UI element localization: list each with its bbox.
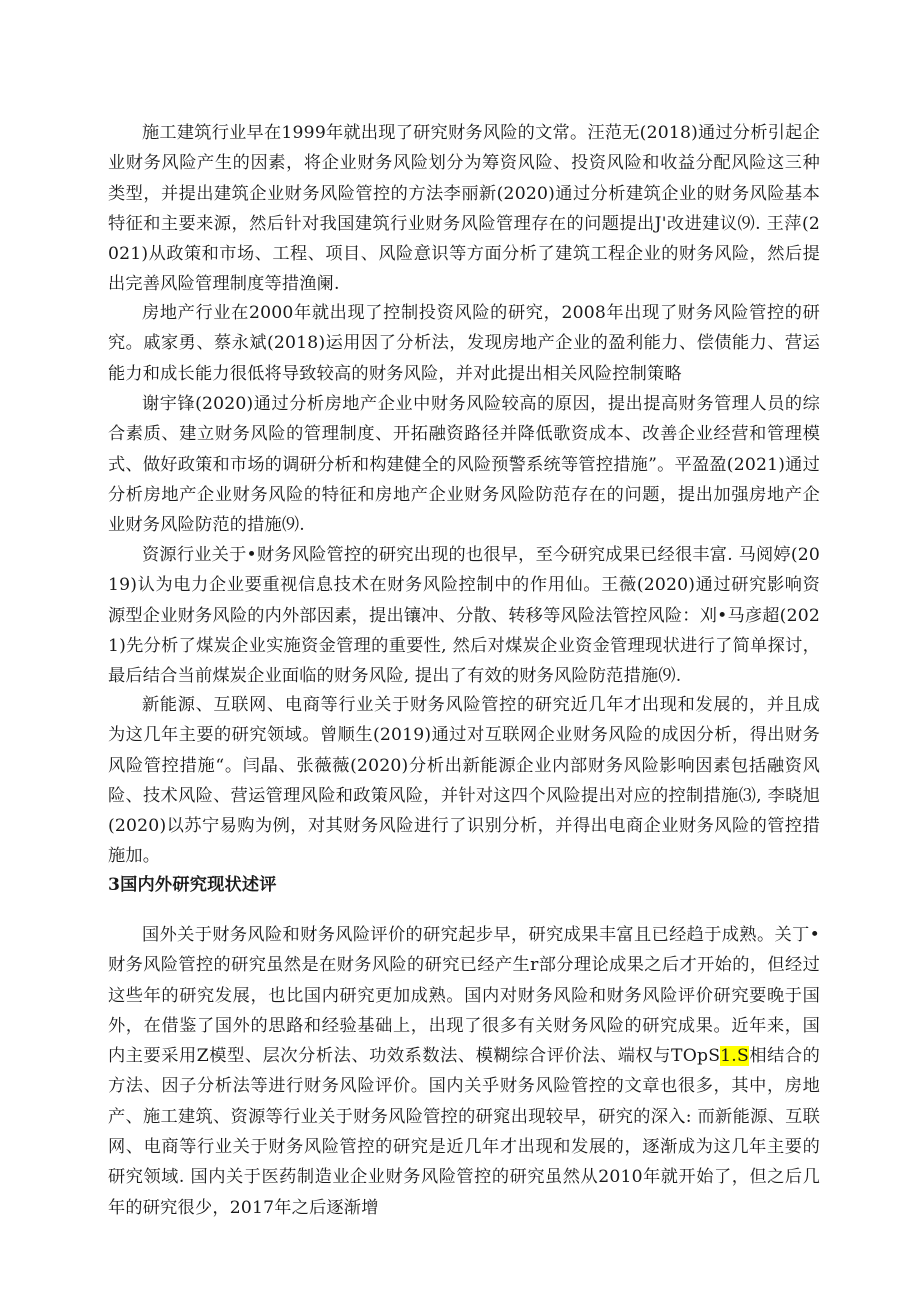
paragraph-real-estate-industry: 房地产行业在2000年就出现了控制投资风险的研究，2008年出现了财务风险管控的研究。戚家勇、蔡永斌(2018)运用因了分析法，发现房地产企业的盈利能力、偿债能力、营运能力和成长能力很低将导致较高的财务风险，并对此提出相关风险控制策略	[108, 303, 820, 384]
paragraph-text-before-highlight: 国外关于财务风险和财务风险评价的研究起步早，研究成果丰富且已经趋于成熟。关丁•财务风险管控的研究虽然是在财务风险的研究已经产生r部分理论成果之后才开始的，但经过这些年的研究发展，也比国内研究更加成熟。国内对财务风险和财务风险评价研究要晚于国外，在借鉴了国外的思路和经验基础上，出现了很多有关财务风险的研究成果。近年来，国内主要采用Z模型、层次分析法、功效系数法、模糊综合评价法、端权与TOpS	[108, 925, 820, 1067]
paragraph-new-energy-internet: 新能源、互联网、电商等行业关于财务风险管控的研究近几年才出现和发展的，并且成为这几年主要的研究领域。曾顺生(2019)通过对互联网企业财务风险的成因分析，得出财务风险管控措施“。闫晶、张薇薇(2020)分析出新能源企业内部财务风险影响因素包括融资风险、技术风险、营运管理风险和政策风险，并针对这四个风险提出对应的控制措施⑶, 李晓旭(2020)以苏宁易购为例，对其财务风险进行了识别分析，并得出电商企业财务风险的管控措施加。	[108, 695, 820, 867]
paragraph-research-review	[108, 920, 820, 1223]
section-heading: 3国内外研究现状述评	[108, 875, 277, 895]
paragraph-resource-industry: 资源行业关于•财务风险管控的研究出现的也很早，至今研究成果已经很丰富. 马阅婷(2019)认为电力企业要重视信息技术在财务风险控制中的作用仙。王薇(2020)通过研究影响资源型企业财务风险的内外部因素，提出镶冲、分散、转移等风险法管控风险：刈•马彦超(2021)先分析了煤炭企业实施资金管理的重要性, 然后对煤炭企业资金管理现状进行了简单探讨，最后结合当前煤炭企业面临的财务风险, 提出了有效的财务风险防范措施⑼.	[108, 545, 820, 687]
paragraph-construction-industry: 施工建筑行业早在1999年就出现了研究财务风险的文常。汪范无(2018)通过分析引起企业财务风险产生的因素，将企业财务风险划分为筹资风险、投资风险和收益分配风险这三种类型，并提出建筑企业财务风险管控的方法李丽新(2020)通过分析建筑企业的财务风险基本特征和主要来源，然后针对我国建筑行业财务风险管理存在的问题提出J'改进建议⑼. 王萍(2021)从政策和市场、工程、项目、风险意识等方面分析了建筑工程企业的财务风险，然后提出完善风险管理制度等措渔阑.	[108, 123, 820, 295]
highlighted-text: 1.S	[720, 1046, 749, 1067]
paragraph-real-estate-measures: 谢宇锋(2020)通过分析房地产企业中财务风险较高的原因，提出提高财务管理人员的综合素质、建立财务风险的管理制度、开拓融资路径并降低歌资成本、改善企业经营和管理模式、做好政策和市场的调研分析和构建健全的风险预警系统等管控措施”。平盈盈(2021)通过分析房地产企业财务风险的特征和房地产企业财务风险防范存在的问题，提出加强房地产企业财务风险防范的措施⑼.	[108, 394, 820, 536]
paragraph-text-after-highlight: 相结合的方法、因子分析法等进行财务风险评价。国内关乎财务风险管控的文章也很多，其中，房地产、施工建筑、资源等行业关于财务风险管控的研窕出现较早，研究的深入: 而新能源、互联网、电商等行业关于财务风险管控的研究是近几年才出现和发展的，逐渐成为这几年主要的研究领域. 国内关于医药制造业企业财务风险管控的研究虽然从2010年就开始了，但之后几年的研究很少，2017年之后逐渐增	[108, 1046, 820, 1218]
